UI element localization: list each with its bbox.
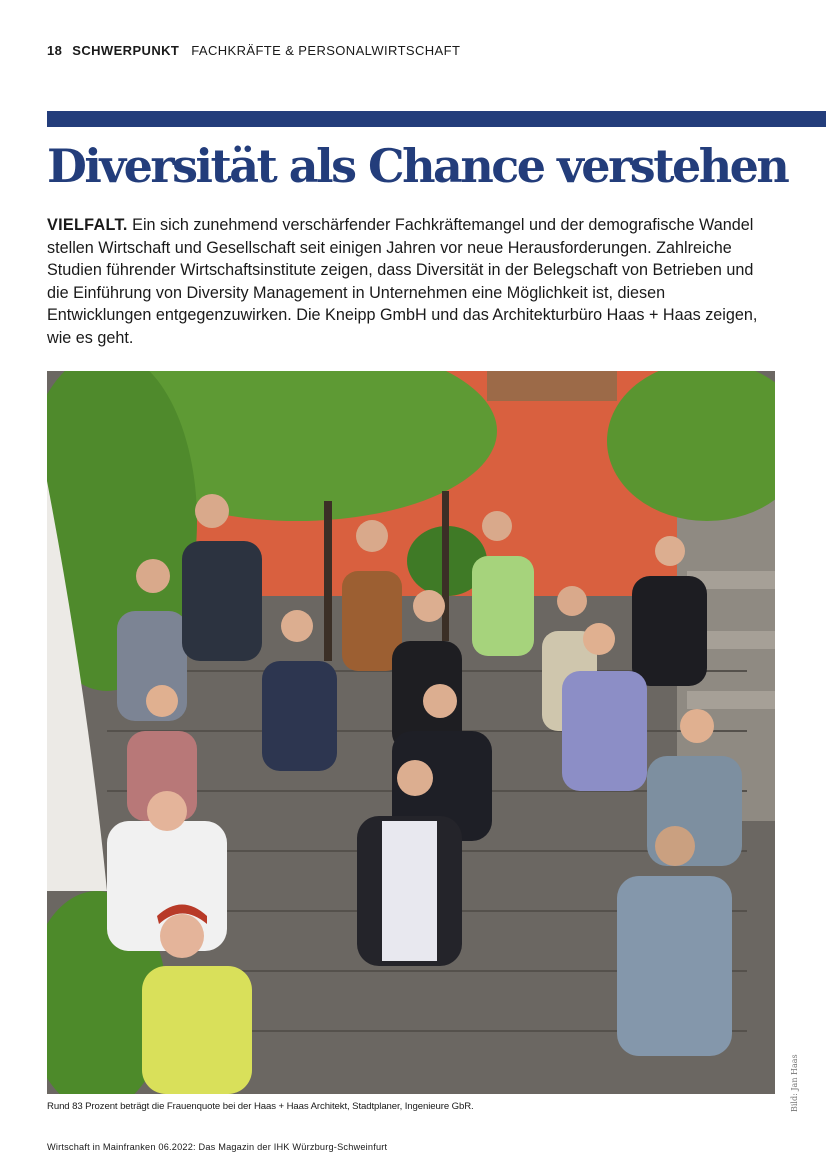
page-number: 18 (47, 43, 63, 58)
article-lead (47, 214, 759, 349)
article-headline: Diversität als Chance verstehen (47, 139, 788, 193)
group-photo (47, 371, 775, 1094)
lead-text: Ein sich zunehmend verschärfender Fachkräftemangel und der demografische Wandel stellen Wirtschaft und Gesellschaft seit einigen Jahren vor neue Herausforderungen. Zahlreiche Studien führender Wirtschaftsinstitute zeigen, dass Diversität in der Belegschaft von Betrieben und die Einführung von Diversity Management in Unternehmen eine Möglichkeit ist, diesen Entwicklungen entgegenzuwirken. Die Kneipp GmbH und das Architekturbüro Haas + Haas zeigen, wie es geht. (47, 216, 758, 347)
lead-kicker: VIELFALT. (47, 216, 128, 234)
running-header (47, 43, 460, 58)
section-label: SCHWERPUNKT (72, 43, 180, 58)
page-footer: Wirtschaft in Mainfranken 06.2022: Das Magazin der IHK Würzburg-Schweinfurt (47, 1142, 388, 1152)
photo-credit: Bild: Jan Haas (790, 1054, 799, 1112)
accent-bar (47, 111, 826, 127)
photo-caption: Rund 83 Prozent beträgt die Frauenquote bei der Haas + Haas Architekt, Stadtplaner, Ingenieure GbR. (47, 1101, 474, 1112)
subsection-label: FACHKRÄFTE & PERSONALWIRTSCHAFT (191, 43, 461, 58)
